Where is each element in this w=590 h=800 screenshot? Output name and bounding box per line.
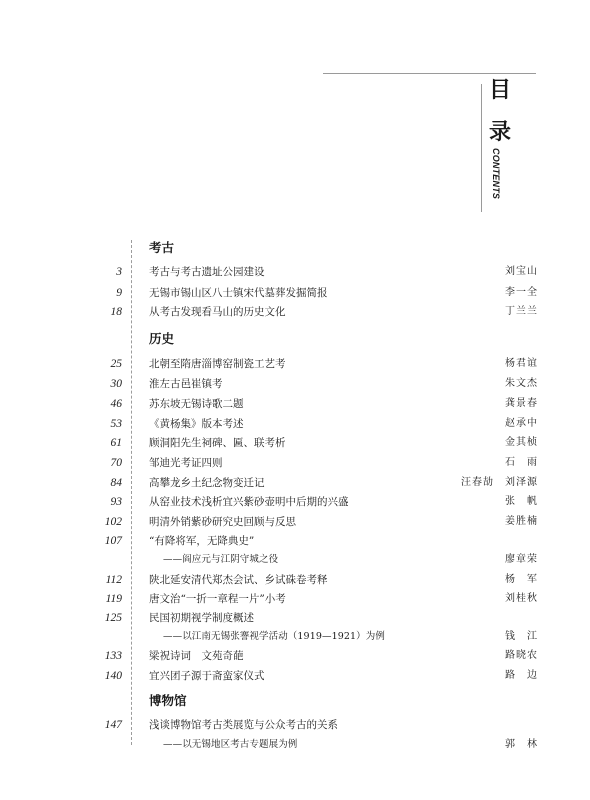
entry-subtitle: ——阎应元与江阴守城之役 (163, 554, 279, 565)
toc-entry[interactable] (0, 434, 590, 452)
toc-entry[interactable] (0, 513, 590, 531)
entry-page: 53 (110, 418, 122, 430)
entry-author: 刘宝山 (505, 266, 538, 277)
entry-title: 无锡市锡山区八士镇宋代墓葬发掘简报 (149, 287, 328, 299)
entry-author: 钱 江 (505, 631, 538, 642)
entry-page: 112 (105, 574, 122, 586)
entry-page: 140 (104, 670, 122, 682)
entry-page: 30 (110, 378, 122, 390)
entry-title: 顾洞阳先生祠碑、匾、联考析 (149, 437, 286, 449)
entry-author: 姜胜楠 (505, 516, 538, 527)
entry-page: 93 (110, 496, 122, 508)
entry-author: 杨 军 (505, 574, 538, 585)
entry-subtitle: ——以江南无锡张謇视学活动（1919—1921）为例 (163, 631, 385, 642)
entry-title: 邹迪光考证四则 (149, 457, 223, 469)
toc-entry-subtitle[interactable] (0, 551, 590, 569)
entry-page: 102 (104, 516, 122, 528)
entry-page: 9 (116, 287, 122, 299)
entry-title: 北朝至隋唐淄博窑制瓷工艺考 (149, 358, 286, 370)
entry-title: 浅谈博物馆考古类展览与公众考古的关系 (149, 719, 338, 731)
title-char-lu: 录 (489, 120, 512, 145)
section-heading-archaeology: 考古 (149, 240, 175, 255)
toc-entry[interactable] (0, 395, 590, 413)
toc-entry[interactable] (0, 263, 590, 281)
entry-page: 125 (104, 612, 122, 624)
toc-entry[interactable] (0, 609, 590, 627)
toc-entry[interactable] (0, 667, 590, 685)
toc-entry[interactable] (0, 474, 590, 492)
entry-page: 46 (110, 398, 122, 410)
entry-page: 70 (110, 457, 122, 469)
entry-author: 石 雨 (505, 457, 538, 468)
title-char-mu: 目 (489, 78, 512, 103)
toc-entry[interactable] (0, 647, 590, 665)
section-heading-museum: 博物馆 (149, 693, 187, 708)
toc-entry[interactable] (0, 493, 590, 511)
toc-entry[interactable] (0, 590, 590, 608)
entry-title: 高攀龙乡土纪念物变迁记 (149, 477, 265, 489)
entry-title: 唐文治“一折一章程一片”小考 (149, 593, 286, 605)
entry-page: 25 (110, 358, 122, 370)
entry-page: 133 (104, 650, 122, 662)
toc-entry-subtitle[interactable] (0, 628, 590, 646)
entry-author: 朱文杰 (505, 378, 538, 389)
entry-author: 赵承中 (505, 418, 538, 429)
entry-title: 梁祝诗词 文苑奇葩 (149, 650, 244, 662)
toc-entry[interactable] (0, 454, 590, 472)
entry-author: 路 边 (505, 670, 538, 681)
entry-title: 淮左古邑崔镇考 (149, 378, 223, 390)
entry-title: 从考古发现看马山的历史文化 (149, 306, 286, 318)
entry-title: 从窑业技术浅析宜兴紫砂壶明中后期的兴盛 (149, 496, 349, 508)
section-heading-history: 历史 (149, 331, 175, 346)
entry-page: 119 (105, 593, 122, 605)
entry-author: 丁兰兰 (505, 306, 538, 317)
toc-entry[interactable] (0, 355, 590, 373)
toc-entry[interactable] (0, 415, 590, 433)
entry-author: 金其桢 (505, 437, 538, 448)
entry-title: 明清外销紫砂研究史回顾与反思 (149, 516, 296, 528)
toc-entry[interactable] (0, 375, 590, 393)
entry-author: 刘桂秋 (505, 593, 538, 604)
toc-entry[interactable] (0, 716, 590, 734)
entry-page: 18 (110, 306, 122, 318)
entry-author: 郭 林 (505, 739, 538, 750)
entry-page: 3 (116, 266, 122, 278)
entry-subtitle: ——以无锡地区考古专题展为例 (163, 739, 298, 750)
entry-page: 61 (110, 437, 122, 449)
entry-author: 汪春劼 刘泽源 (461, 477, 538, 488)
entry-title: 陕北延安清代郑杰会试、乡试硃卷考释 (149, 574, 328, 586)
entry-title: 民国初期视学制度概述 (149, 612, 254, 624)
entry-page: 84 (110, 477, 122, 489)
title-vertical-rule (481, 84, 482, 212)
entry-author: 廖章荣 (505, 554, 538, 565)
entry-title: 考古与考古遗址公园建设 (149, 266, 265, 278)
entry-author: 张 帆 (505, 496, 538, 507)
toc-entry[interactable] (0, 284, 590, 302)
entry-title: “有降将军，无降典史” (149, 535, 255, 547)
entry-page: 147 (104, 719, 122, 731)
toc-entry[interactable] (0, 303, 590, 321)
entry-title: 苏东坡无锡诗歌二题 (149, 398, 244, 410)
toc-entry[interactable] (0, 571, 590, 589)
entry-author: 杨君谊 (505, 358, 538, 369)
entry-page: 107 (104, 535, 122, 547)
entry-author: 李一全 (505, 287, 538, 298)
toc-entry-subtitle[interactable] (0, 736, 590, 754)
header-top-rule (323, 73, 536, 74)
contents-label: CONTENTS (491, 148, 501, 200)
toc-entry[interactable] (0, 532, 590, 550)
entry-title: 宜兴团子源于斋蛮家仪式 (149, 670, 265, 682)
entry-title: 《黄杨集》版本考述 (149, 418, 244, 430)
entry-author: 龚景春 (505, 398, 538, 409)
entry-author: 路晓农 (505, 650, 538, 661)
